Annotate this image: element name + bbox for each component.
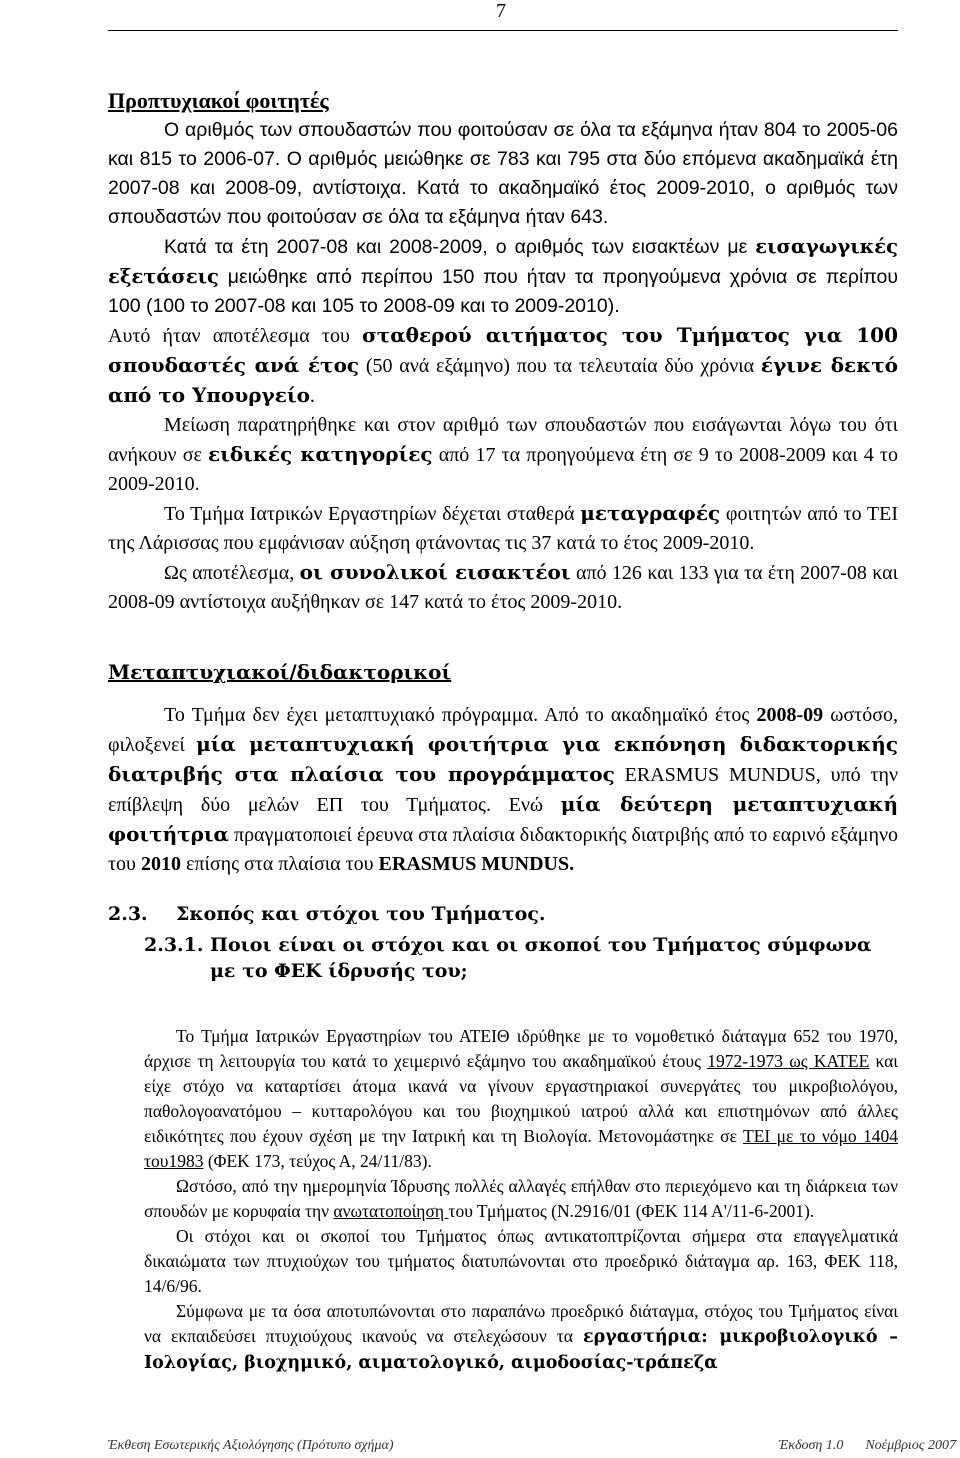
section-2-3-heading: 2.3. Σκοπός και στόχοι του Τμήματος. — [108, 903, 546, 925]
section-2-3-1-body — [144, 1024, 898, 1376]
undergrad-paragraph-3: Αυτό ήταν αποτέλεσμα του σταθερού αιτήματος του Τμήματος για 100 σπουδαστές ανά έτος (50 ανά εξάμηνο) που τα τελευταία δύο χρόνια έγινε δεκτό από το Υπουργείο. — [108, 323, 898, 407]
postgrad-heading: Μεταπτυχιακοί/διδακτορικοί — [108, 660, 452, 684]
changes-paragraph: Ωστόσο, από την ημερομηνία Ίδρυσης πολλές αλλαγές επήλθαν στο περιεχόμενο και τη διάρκεια των σπουδών με κορυφαία την ανωτατοποίηση του Τμήματος (Ν.2916/01 (ΦΕΚ 114 Α'/11-6-2001). — [144, 1176, 898, 1221]
undergrad-paragraph-4: Μείωση παρατηρήθηκε και στον αριθμό των σπουδαστών που εισάγωνται λόγω του ότι ανήκουν σε ειδικές κατηγορίες από 17 τα προηγούμενα έτη σε 9 το 2008-2009 και 4 το 2009-2010. — [108, 414, 898, 495]
page-footer — [108, 1438, 956, 1454]
goals-paragraph: Οι στόχοι και οι σκοποί του Τμήματος όπως αντικατοπτρίζονται σήμερα στα επαγγελματικά δικαιώματα των πτυχιούχων του τμήματος διατυπώνονται στο προεδρικό διάταγμα αρ. 163, ΦΕΚ 118, 14/6/96. — [144, 1226, 898, 1296]
undergrad-paragraph-5: Το Τμήμα Ιατρικών Εργαστηρίων δέχεται σταθερά μεταγραφές φοιτητών από το ΤΕΙ της Λάρισσας που εμφάνισαν αύξηση φτάνοντας τις 37 κατά το έτος 2009-2010. — [108, 501, 898, 554]
undergrad-paragraph-1: Ο αριθμός των σπουδαστών που φοιτούσαν σε όλα τα εξάμηνα ήταν 804 το 2005-06 και 815 το 2006-07. Ο αριθμός μειώθηκε σε 783 και 795 στα δύο επόμενα ακαδημαϊκά έτη 2007-08 και 2008-09, αντίστοιχα. Κατά το ακαδημαϊκό έτος 2009-2010, ο αριθμός των σπουδαστών που φοιτούσαν σε όλα τα εξάμηνα ήταν 643. — [108, 119, 898, 228]
page-number: 7 — [496, 0, 506, 22]
footer-edition: Έκδοση 1.0 — [778, 1438, 844, 1453]
undergrad-paragraph-6: Ως αποτέλεσμα, οι συνολικοί εισακτέοι από 126 και 133 για τα έτη 2007-08 και 2008-09 αντίστοιχα αυξήθηκαν σε 147 κατά το έτος 2009-2010. — [108, 560, 898, 613]
footer-title: Έκθεση Εσωτερικής Αξιολόγησης (Πρότυπο σχήμα) — [108, 1438, 394, 1453]
undergrad-heading: Προπτυχιακοί φοιτητές — [108, 88, 329, 113]
postgrad-paragraph: Το Τμήμα δεν έχει μεταπτυχιακό πρόγραμμα. Από το ακαδημαϊκό έτος 2008-09 ωστόσο, φιλοξενεί μία μεταπτυχιακή φοιτήτρια για εκπόνηση διδακτορικής διατριβής στα πλαίσια του προγράμματος ERASMUS MUNDUS, υπό την επίβλεψη δύο μελών ΕΠ του Τμήματος. Ενώ μία δεύτερη μεταπτυχιακή φοιτήτρια πραγματοποιεί έρευνα στα πλαίσια διδακτορικής διατριβής από το εαρινό εξάμηνο του 2010 επίσης στα πλαίσια του ERASMUS MUNDUS. — [108, 704, 898, 875]
footer-date: Νοέμβριος 2007 — [865, 1438, 956, 1453]
header-rule — [108, 30, 898, 31]
footer-meta — [757, 1438, 956, 1454]
founding-paragraph: Το Τμήμα Ιατρικών Εργαστηρίων του ΑΤΕΙΘ ιδρύθηκε με το νομοθετικό διάταγμα 652 του 1970, άρχισε τη λειτουργία του κατά το χειμερινό εξάμηνο του ακαδημαϊκού έτους 1972-1973 ως ΚΑΤΕΕ και είχε στόχο να καταρτίσει άτομα ικανά να γίνουν εργαστηριακοί συνεργάτες του μικροβιολόγου, παθολογοανατόμου – κυτταρολόγου και του βιοχημικού ιατρού αλλά και επιστημόνων από άλλες ειδικότητες που έχουν σχέση με την Ιατρική και τη Βιολογία. Μετονομάστηκε σε ΤΕΙ με το νόμο 1404 του1983 (ΦΕΚ 173, τεύχος Α, 24/11/83). — [144, 1026, 899, 1171]
undergrad-paragraph-2: Κατά τα έτη 2007-08 και 2008-2009, ο αριθμός των εισακτέων με εισαγωγικές εξετάσεις μειώθηκε από περίπου 150 που ήταν τα προηγούμενα χρόνια σε περίπου 100 (100 το 2007-08 και 105 το 2008-09 και το 2009-2010). — [108, 235, 898, 317]
content-body — [108, 86, 898, 879]
section-2-3-1-heading: 2.3.1. Ποιοι είναι οι στόχοι και οι σκοποί του Τμήματος σύμφωνα με το ΦΕΚ ίδρυσής του; — [144, 934, 872, 982]
decree-paragraph: Σύμφωνα με τα όσα αποτυπώνονται στο παραπάνω προεδρικό διάταγμα, στόχος του Τμήματος είναι να εκπαιδεύσει πτυχιούχους ικανούς να στελεχώσουν τα εργαστήρια: μικροβιολογικό – Ιολογίας, βιοχημικό, αιματολογικό, αιμοδοσίας-τράπεζα — [144, 1301, 898, 1373]
